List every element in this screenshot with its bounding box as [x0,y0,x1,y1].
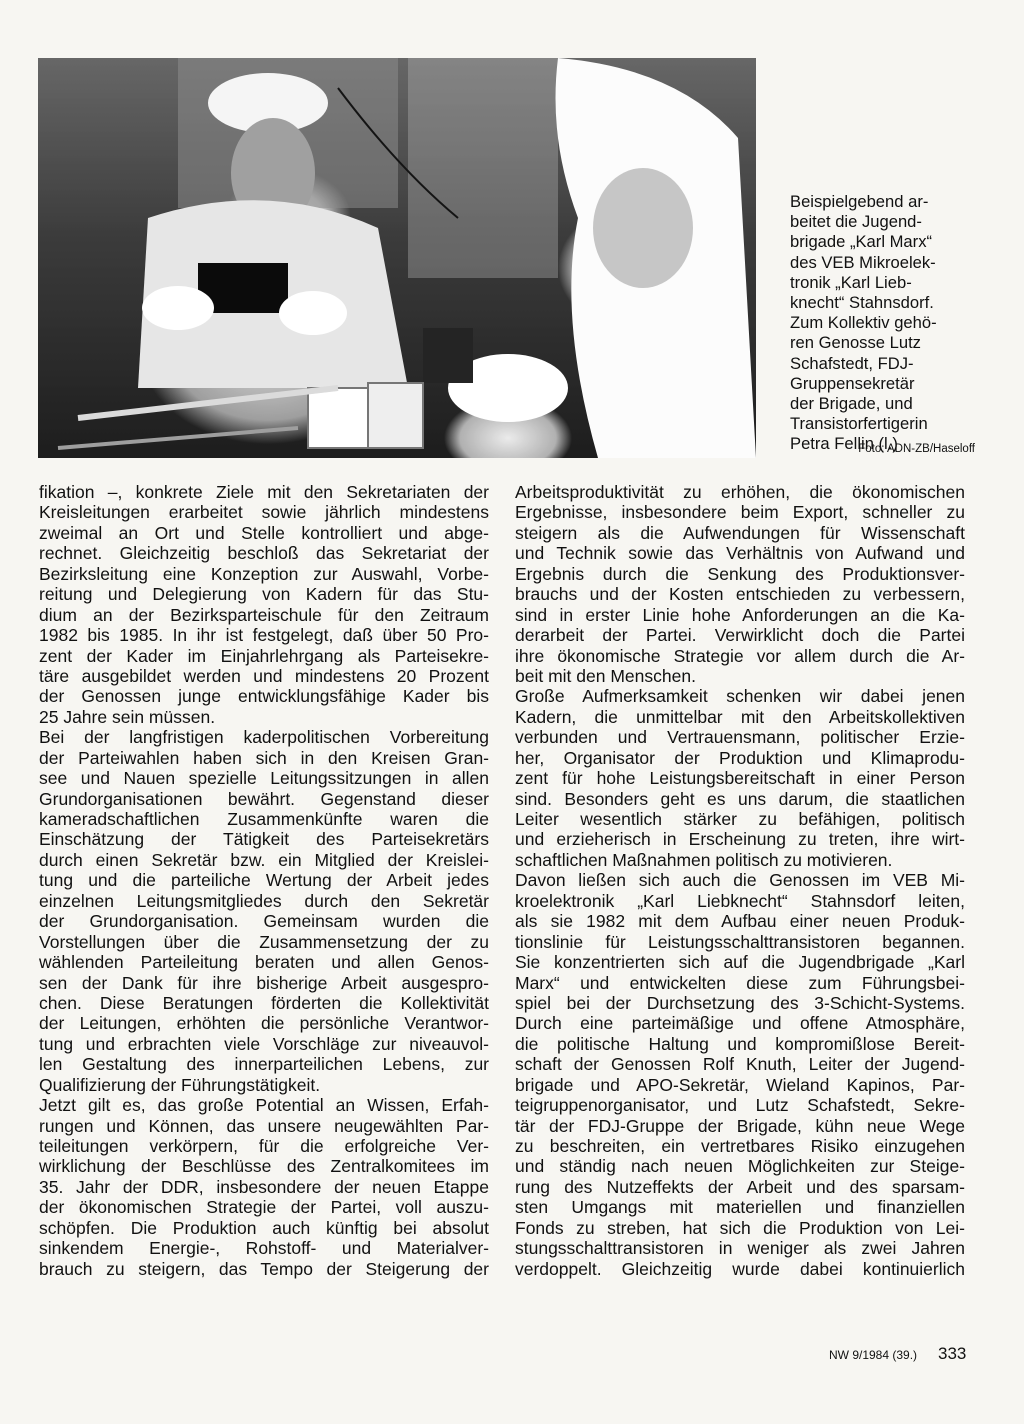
text-line: als sie 1982 mit dem Aufbau einer neuen Produk- [515,911,965,932]
text-line: Vorstellungen über die Zusammensetzung der zu [39,931,489,952]
text-line: der ökonomischen Strategie der Partei, voll auszu- [39,1197,489,1218]
caption-line: brigade „Karl Marx“ [790,232,933,252]
text-line: derarbeit der Partei. Verwirklicht doch die Partei [515,625,965,646]
caption-line: ren Genosse Lutz [790,333,921,353]
text-line: brauch zu steigern, das Tempo der Steigerung der [39,1258,489,1279]
text-line: Davon ließen sich auch die Genossen im VEB Mi- [515,870,965,891]
text-line: Große Aufmerksamkeit schenken wir dabei jenen [515,686,965,707]
caption-line: Transistorfertigerin [790,414,928,434]
text-line: sind in erster Linie hohe Anforderungen an die Ka- [515,604,965,625]
text-line: rung des Nutzeffekts der Arbeit und des sparsam- [515,1176,965,1197]
text-line: 25 Jahre sein müssen. [39,706,216,727]
text-line: Kadern, die unmittelbar mit den Arbeitskollektiven [515,706,965,727]
text-line: zent für hohe Leistungsbereitschaft in einer Person [515,768,965,789]
text-line: Bezirksleitung eine Konzeption zur Auswahl, Vorbe- [39,563,489,584]
text-line: Ergebnis durch die Senkung des Produktionsver- [515,563,965,584]
text-line: Ergebnisse, insbesondere beim Export, schneller zu [515,502,965,523]
text-line: rungen und Können, das unsere neugewählten Par- [39,1115,489,1136]
text-line: und ständig nach neuen Möglichkeiten zur Steige- [515,1156,965,1177]
caption-line: der Brigade, und [790,394,913,414]
text-line: brigade und APO-Sekretär, Wieland Kapinos, Par- [515,1074,965,1095]
caption-line: Schafstedt, FDJ- [790,353,914,373]
article-photo [38,58,756,458]
left-text-column [39,482,489,1279]
text-line: tionslinie für Leistungsschalttransistoren begannen. [515,931,965,952]
text-line: see und Nauen spezielle Leitungssitzungen in allen [39,768,489,789]
text-line: teileitungen verkörpern, für die erfolgreiche Ver- [39,1136,489,1156]
text-line: der Grundorganisation. Gemeinsam wurden die [39,911,489,932]
text-line: teigruppenorganisator, und Lutz Schafstedt, Sekre- [515,1095,965,1116]
text-line: täre ausgebildet werden und mindestens 20 Prozent [39,665,489,686]
text-line: kroelektronik „Karl Liebknecht“ Stahnsdorf leiten, [515,890,965,911]
text-line: wählenden Parteileitung beraten und allen Genos- [39,952,489,973]
text-line: sten Umgangs mit materiellen und finanziellen [515,1197,965,1218]
text-line: sind. Besonders geht es uns darum, die staatlichen [515,788,965,809]
caption-line: des VEB Mikroelek- [790,252,936,272]
text-line: Leiter wesentlich stärker zu befähigen, politisch [515,809,965,829]
caption-line: Beispielgebend ar- [790,192,929,211]
text-line: Grundorganisationen bewährt. Gegenstand dieser [39,788,489,809]
text-line: die politische Haltung und kompromißlose Bereit- [515,1033,965,1054]
text-line: schaft der Genossen Rolf Knuth, Leiter der Jugend- [515,1054,965,1075]
text-line: zu beschreiten, ein vertretbares Risiko einzugehen [515,1136,965,1156]
caption-line: Gruppensekretär [790,373,915,393]
text-line: reitung und Delegierung von Kadern für das Stu- [39,584,489,605]
text-line: verbunden und Vertrauensmann, politischer Erzie- [515,727,965,748]
text-line: fikation –, konkrete Ziele mit den Sekretariaten der [39,482,489,502]
text-line: und Technik sowie das Verhältnis von Aufwand und [515,543,965,564]
text-line: rechnet. Gleichzeitig beschloß das Sekretariat der [39,543,489,564]
text-line: 35. Jahr der DDR, insbesondere der neuen Etappe [39,1176,489,1197]
text-line: stungsschalttransistoren in weniger als zwei Jahren [515,1238,965,1259]
text-line: wirklichung der Beschlüsse des Zentralkomitees im [39,1156,489,1177]
text-line: sen der Dank für ihre bisherige Arbeit ausgespro- [39,972,489,993]
text-line: Fonds zu streben, hat sich die Produktion von Lei- [515,1217,965,1238]
text-line: zweimal an Ort und Stelle kontrolliert und abge- [39,522,489,543]
text-line: her, Organisator der Produktion und Klimaprodu- [515,747,965,768]
text-line: Kreisleitungen erarbeitet sowie jährlich mindestens [39,502,489,523]
text-line: Arbeitsproduktivität zu erhöhen, die ökonomischen [515,482,965,502]
text-line: durch einen Sekretär bzw. ein Mitglied der Kreislei- [39,849,489,870]
text-line: brauchs und der Kosten entschieden zu verbessern, [515,584,965,605]
text-line: der Leitungen, erhöhten die persönliche Verantwor- [39,1013,489,1034]
text-line: der Parteiwahlen haben sich in den Kreisen Gran- [39,747,489,768]
caption-line: tronik „Karl Lieb- [790,272,912,292]
text-line: schaftlichen Maßnahmen politisch zu motivieren. [515,849,893,870]
text-line: len Gestaltung des innerparteilichen Lebens, zur [39,1054,489,1075]
text-line: Jetzt gilt es, das große Potential an Wissen, Erfah- [39,1095,489,1116]
issue-reference: NW 9/1984 (39.) [829,1348,918,1362]
text-line: verdoppelt. Gleichzeitig wurde dabei kontinuierlich [515,1258,965,1279]
caption-line: knecht“ Stahnsdorf. [790,293,934,313]
text-line: dium an der Bezirksparteischule für den Zeitraum [39,604,489,625]
caption-line: Petra Fellin (l.) [790,434,898,454]
text-line: Durch eine parteimäßige und offene Atmosphäre, [515,1013,965,1034]
text-line: schöpfen. Die Produktion auch künftig bei absolut [39,1217,489,1238]
text-line: Einschätzung der Tätigkeit des Parteisekretärs [39,829,489,850]
text-line: 1982 bis 1985. In ihr ist festgelegt, daß über 50 Pro- [39,625,489,646]
text-line: sinkendem Energie-, Rohstoff- und Materialver- [39,1238,489,1259]
page-number: 333 [938,1344,967,1363]
text-line: beit mit den Menschen. [515,665,696,686]
text-line: tung und erbrachten viele Vorschläge zur niveauvol- [39,1033,489,1054]
text-line: ihre ökonomische Strategie vor allem durch die Ar- [515,645,965,666]
caption-line: Zum Kollektiv gehö- [790,313,937,333]
text-line: der Genossen junge entwicklungsfähige Kader bis [39,686,489,707]
photo-credit: Foto: ADN-ZB/Haseloff [858,443,975,455]
text-line: tung und die parteiliche Wertung der Arbeit jedes [39,870,489,891]
right-text-column [515,482,965,1279]
text-line: zent der Kader im Einjahrlehrgang als Parteisekre- [39,645,489,666]
text-line: tär der FDJ-Gruppe der Brigade, kühn neue Wege [515,1115,965,1136]
photo-lab-workers-icon [38,58,756,458]
text-line: Marx“ und entwickelten diese zum Führungsbei- [515,972,965,993]
text-line: spiel bei der Durchsetzung des 3-Schicht-Systems. [515,992,965,1013]
text-line: kameradschaftlichen Zusammenkünfte waren die [39,809,489,829]
text-line: steigern als die Aufwendungen für Wissenschaft [515,522,965,543]
text-line: und erzieherisch in Erscheinung zu treten, ihre wirt- [515,829,965,850]
text-line: einzelnen Leitungsmitgliedes durch den Sekretär [39,890,489,911]
text-line: chen. Diese Beratungen förderten die Kollektivität [39,992,489,1013]
text-line: Sie konzentrierten sich auf die Jugendbrigade „Karl [515,952,965,973]
text-line: Qualifizierung der Führungstätigkeit. [39,1074,321,1095]
caption-line: beitet die Jugend- [790,212,922,232]
photo-caption [790,192,975,455]
text-line: Bei der langfristigen kaderpolitischen Vorbereitung [39,727,489,748]
